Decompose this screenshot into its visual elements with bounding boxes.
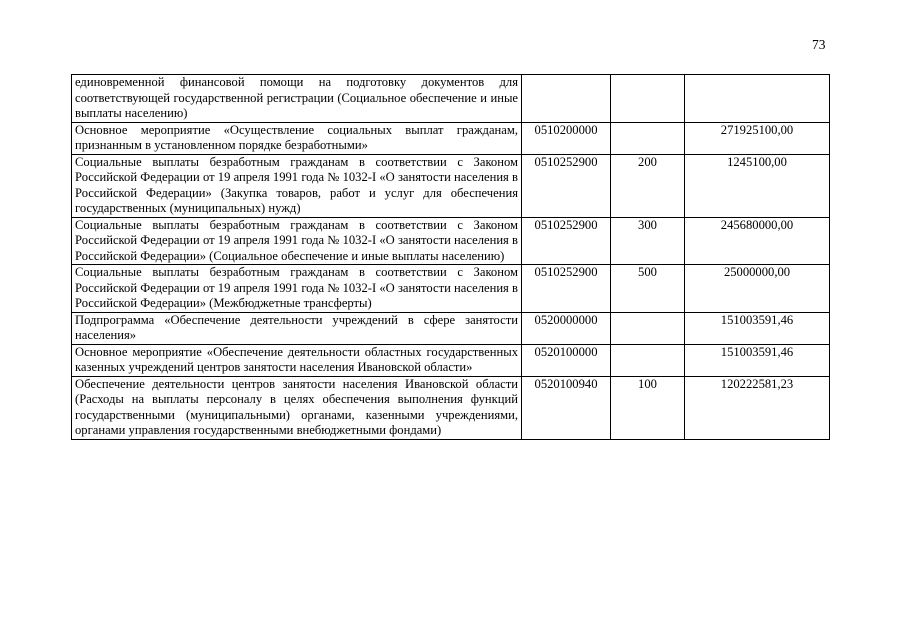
table-row: [72, 75, 830, 123]
table-row: [72, 376, 830, 439]
row-description: Социальные выплаты безработным гражданам в соответствии с Законом Российской Федерации от 19 апреля 1991 года № 1032-I «О занятости населения в Российской Федерации» (Межбюджетные трансферты): [72, 265, 522, 313]
table-row: [72, 217, 830, 265]
row-expense-type: [611, 312, 685, 344]
row-description: Основное мероприятие «Обеспечение деятельности областных государственных казенных учреждений центров занятости населения Ивановской области»: [72, 344, 522, 376]
row-amount: 151003591,46: [685, 312, 830, 344]
row-target-code: 0510200000: [522, 122, 611, 154]
row-description: Основное мероприятие «Осуществление социальных выплат гражданам, признанным в установленном порядке безработными»: [72, 122, 522, 154]
row-target-code: 0520000000: [522, 312, 611, 344]
row-description: Социальные выплаты безработным гражданам в соответствии с Законом Российской Федерации от 19 апреля 1991 года № 1032-I «О занятости населения в Российской Федерации» (Закупка товаров, работ и услуг для обеспечения государственных (муниципальных) нужд): [72, 154, 522, 217]
row-target-code: 0510252900: [522, 265, 611, 313]
row-amount: 271925100,00: [685, 122, 830, 154]
row-expense-type: 500: [611, 265, 685, 313]
table-row: [72, 344, 830, 376]
row-expense-type: 300: [611, 217, 685, 265]
table-row: [72, 312, 830, 344]
row-description: единовременной финансовой помощи на подготовку документов для соответствующей государственной регистрации (Социальное обеспечение и иные выплаты населению): [72, 75, 522, 123]
row-amount: 25000000,00: [685, 265, 830, 313]
row-target-code: 0510252900: [522, 154, 611, 217]
budget-table: [71, 74, 830, 440]
row-expense-type: [611, 75, 685, 123]
row-target-code: 0520100000: [522, 344, 611, 376]
table-row: [72, 265, 830, 313]
row-amount: [685, 75, 830, 123]
row-amount: 1245100,00: [685, 154, 830, 217]
row-expense-type: 200: [611, 154, 685, 217]
table-row: [72, 122, 830, 154]
row-description: Социальные выплаты безработным гражданам в соответствии с Законом Российской Федерации от 19 апреля 1991 года № 1032-I «О занятости населения в Российской Федерации» (Социальное обеспечение и иные выплаты населению): [72, 217, 522, 265]
row-expense-type: 100: [611, 376, 685, 439]
table-row: [72, 154, 830, 217]
row-description: Подпрограмма «Обеспечение деятельности учреждений в сфере занятости населения»: [72, 312, 522, 344]
row-amount: 245680000,00: [685, 217, 830, 265]
row-target-code: 0510252900: [522, 217, 611, 265]
row-target-code: [522, 75, 611, 123]
page-number: 73: [812, 37, 826, 52]
row-expense-type: [611, 344, 685, 376]
row-amount: 120222581,23: [685, 376, 830, 439]
row-amount: 151003591,46: [685, 344, 830, 376]
row-description: Обеспечение деятельности центров занятости населения Ивановской области (Расходы на выплаты персоналу в целях обеспечения выполнения функций государственными (муниципальными) органами, казенными учреждениями, органами управления государственными внебюджетными фондами): [72, 376, 522, 439]
row-expense-type: [611, 122, 685, 154]
row-target-code: 0520100940: [522, 376, 611, 439]
